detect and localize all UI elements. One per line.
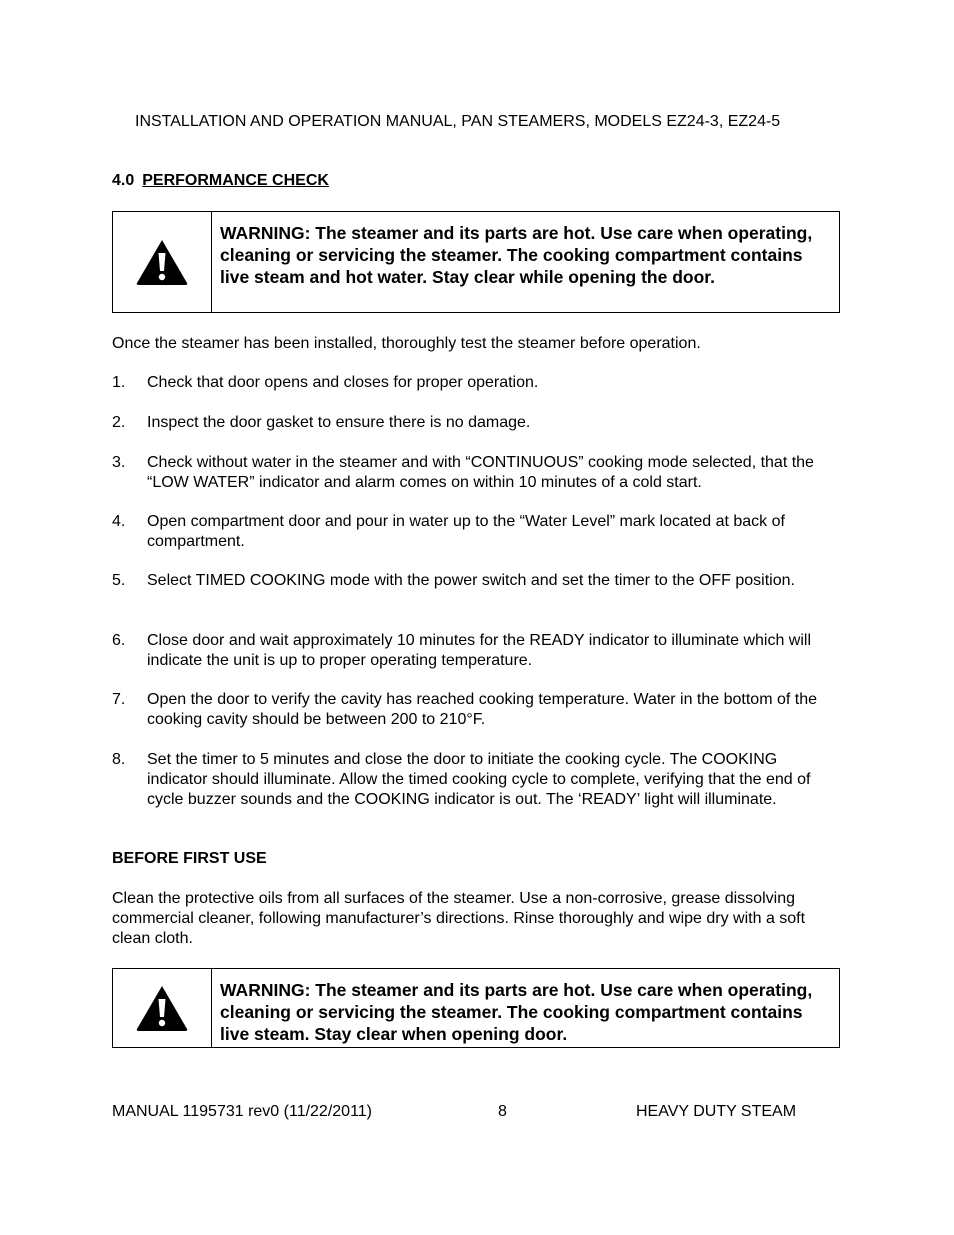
list-item-number: 3. <box>112 454 126 471</box>
list-item-text: Close door and wait approximately 10 minutes for the READY indicator to illuminate which will indicate the unit is up to proper operating temperature. <box>147 632 812 669</box>
warning-text-1: WARNING: The steamer and its parts are hot. Use care when operating, cleaning or servicing the steamer. The cooking compartment contains live steam and hot water. Stay clear while opening the door. <box>220 223 813 287</box>
list-item <box>112 453 842 493</box>
list-item-number: 7. <box>112 691 126 708</box>
list-item <box>112 512 842 552</box>
list-item <box>112 373 842 393</box>
before-first-use-heading: BEFORE FIRST USE <box>112 850 267 867</box>
list-item <box>112 571 842 591</box>
warning-icon-cell <box>113 969 212 1047</box>
warning-box-2 <box>112 968 840 1048</box>
intro-paragraph: Once the steamer has been installed, thoroughly test the steamer before operation. <box>112 335 701 352</box>
list-item-number: 5. <box>112 572 126 589</box>
list-item-number: 4. <box>112 513 126 530</box>
list-item-text: Check without water in the steamer and with “CONTINUOUS” cooking mode selected, that the “LOW WATER” indicator and alarm comes on within 10 minutes of a cold start. <box>147 454 814 491</box>
list-item-text: Select TIMED COOKING mode with the power switch and set the timer to the OFF position. <box>147 572 795 589</box>
footer-brand: HEAVY DUTY STEAM <box>636 1103 797 1120</box>
section-title <box>112 172 329 190</box>
warning-triangle-icon <box>134 237 190 287</box>
list-item <box>112 631 842 671</box>
warning-icon-cell <box>113 212 212 312</box>
list-item-text: Set the timer to 5 minutes and close the door to initiate the cooking cycle. The COOKING indicator should illuminate. Allow the timed cooking cycle to complete, verifying that the end of cycle buzzer sounds and the COOKING indicator is out. The ‘READY’ light will illuminate. <box>147 751 811 808</box>
list-item-number: 8. <box>112 751 126 768</box>
footer-page-number: 8 <box>498 1103 507 1120</box>
list-item-text: Inspect the door gasket to ensure there is no damage. <box>147 414 531 431</box>
list-item <box>112 750 842 810</box>
list-item <box>112 413 842 433</box>
list-item-number: 6. <box>112 632 126 649</box>
list-item-text: Open the door to verify the cavity has reached cooking temperature. Water in the bottom of the cooking cavity should be between 200 to 210°F. <box>147 691 817 728</box>
section-number: 4.0 <box>112 172 135 189</box>
warning-triangle-icon <box>134 983 190 1033</box>
footer-manual-number: MANUAL 1195731 rev0 (11/22/2011) <box>112 1103 373 1120</box>
list-item-text: Check that door opens and closes for proper operation. <box>147 374 539 391</box>
list-item-number: 2. <box>112 414 126 431</box>
list-item <box>112 690 842 730</box>
warning-box-1 <box>112 211 840 313</box>
list-item-text: Open compartment door and pour in water up to the “Water Level” mark located at back of compartment. <box>147 513 785 550</box>
before-first-use-paragraph: Clean the protective oils from all surfaces of the steamer. Use a non-corrosive, grease dissolving commercial cleaner, following manufacturer’s directions. Rinse thoroughly and wipe dry with a soft clean cloth. <box>112 890 806 947</box>
page-header: INSTALLATION AND OPERATION MANUAL, PAN STEAMERS, MODELS EZ24-3, EZ24-5 <box>135 113 781 130</box>
list-item-number: 1. <box>112 374 126 391</box>
warning-text-2: WARNING: The steamer and its parts are hot. Use care when operating, cleaning or servicing the steamer. The cooking compartment contains live steam. Stay clear when opening door. <box>220 980 813 1044</box>
section-heading: PERFORMANCE CHECK <box>142 172 329 189</box>
